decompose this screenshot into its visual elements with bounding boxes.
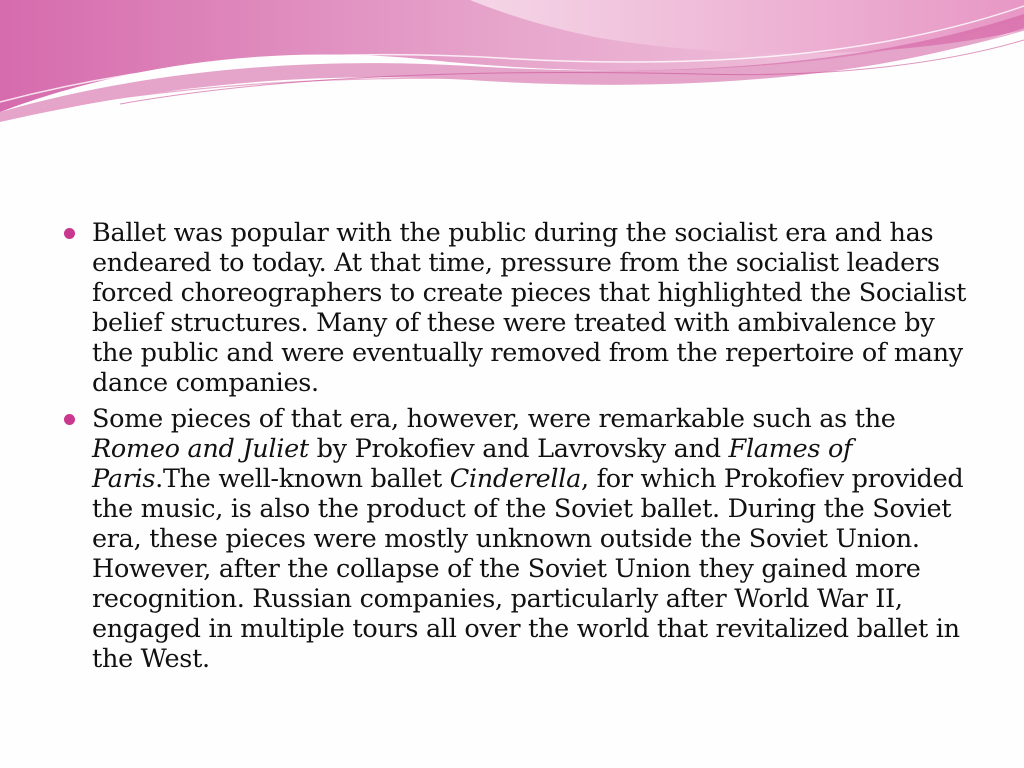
text-run: , for which Prokofiev provided the music, is also the product of the Soviet ballet. During the Soviet era, these pieces were mostly unknown outside the Soviet Union. However, after the collapse of the Soviet Union they gained more recognition. Russian companies, particularly after World War II, engaged in multiple tours all over the world that revitalized ballet in the West. [92, 464, 964, 674]
text-run: Ballet was popular with the public during the socialist era and has endeared to today. At that time, pressure from the socialist leaders forced choreographers to create pieces that highlighted the Socialist belief structures. Many of these were treated with ambivalence by the public and were eventually removed from the repertoire of many dance companies. [92, 218, 967, 398]
text-run: .The well-known ballet [155, 464, 450, 494]
text-run: Some pieces of that era, however, were remarkable such as the [92, 404, 896, 434]
italic-title: Flames of Paris [92, 434, 853, 494]
decorative-header-wave [0, 0, 1024, 130]
text-run: by Prokofiev and Lavrovsky and [308, 434, 729, 464]
bullet-text [92, 218, 970, 398]
italic-title: Romeo and Juliet [92, 434, 309, 464]
bullet-item-1 [60, 218, 970, 398]
italic-title: Cinderella [449, 464, 582, 494]
bullet-dot-icon [64, 228, 75, 239]
slide-body [60, 218, 970, 680]
bullet-item-2 [60, 404, 970, 674]
bullet-text [92, 404, 970, 674]
bullet-dot-icon [64, 414, 75, 425]
